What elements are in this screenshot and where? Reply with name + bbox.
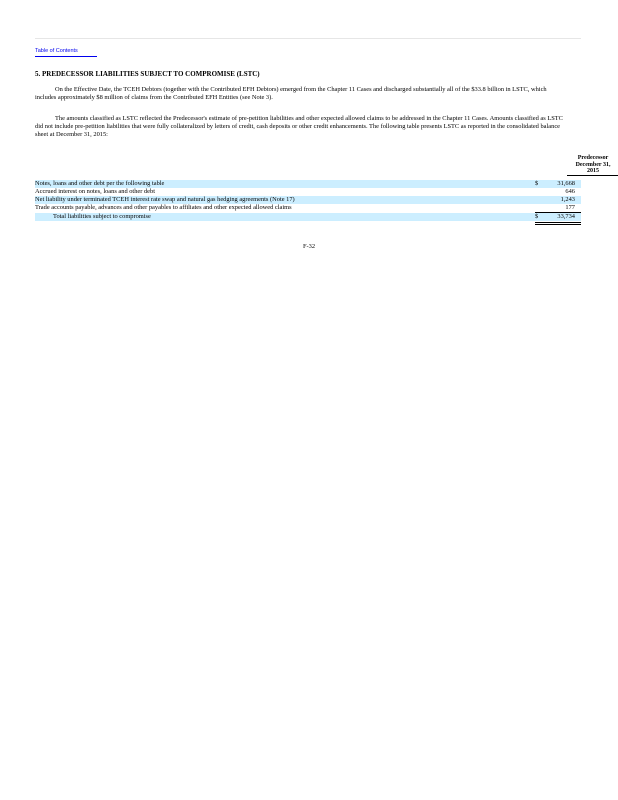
paragraph-lstc-amounts: The amounts classified as LSTC reflected the Predecessor's estimate of pre-petition liabilities and other expected allowed claims to be addressed in the Chapter 11 Cases. Amounts classified as LSTC did not include pre-petition liabilities that were fully collateralized by letters of credit, cash deposits or other credit enhancements. The following table presents LSTC as reported in the consolidated balance sheet at December 31, 2015:	[35, 115, 563, 138]
row-value: 1,243	[560, 196, 575, 203]
row-label: Trade accounts payable, advances and other payables to affiliates and other expected allowed claims	[35, 204, 292, 211]
total-double-rule-top	[535, 222, 581, 223]
row-currency: $	[535, 180, 539, 187]
row-label: Net liability under terminated TCEH interest rate swap and natural gas hedging agreements (Note 17)	[35, 196, 295, 203]
toc-link-underline	[35, 56, 97, 57]
table-row	[35, 188, 581, 196]
table-row	[35, 196, 581, 204]
row-value: 177	[565, 204, 575, 211]
total-value: 33,734	[557, 213, 575, 220]
total-row	[35, 213, 581, 221]
row-label: Notes, loans and other debt per the following table	[35, 180, 165, 187]
table-row	[35, 180, 581, 188]
table-row	[35, 204, 581, 212]
total-double-rule-bottom	[535, 224, 581, 225]
row-label: Accrued interest on notes, loans and other debt	[35, 188, 155, 195]
column-header-year: 2015	[567, 168, 618, 176]
table-of-contents-link[interactable]: Table of Contents	[35, 48, 78, 54]
row-value: 31,668	[557, 180, 575, 187]
section-title: 5. PREDECESSOR LIABILITIES SUBJECT TO COMPROMISE (LSTC)	[35, 70, 260, 78]
column-header	[567, 155, 618, 176]
total-label: Total liabilities subject to compromise	[53, 213, 151, 220]
row-value: 646	[565, 188, 575, 195]
page-number: F-32	[302, 243, 316, 250]
column-header-date: December 31,	[575, 161, 611, 168]
column-header-predecessor: Predecessor	[577, 155, 609, 161]
top-rule	[35, 38, 581, 39]
total-currency: $	[535, 213, 539, 220]
paragraph-effective-date: On the Effective Date, the TCEH Debtors (together with the Contributed EFH Debtors) emerged from the Chapter 11 Cases and discharged substantially all of the $33.8 billion in LSTC, which includes approximately $8 million of claims from the Contributed EFH Entities (see Note 3).	[35, 86, 547, 101]
